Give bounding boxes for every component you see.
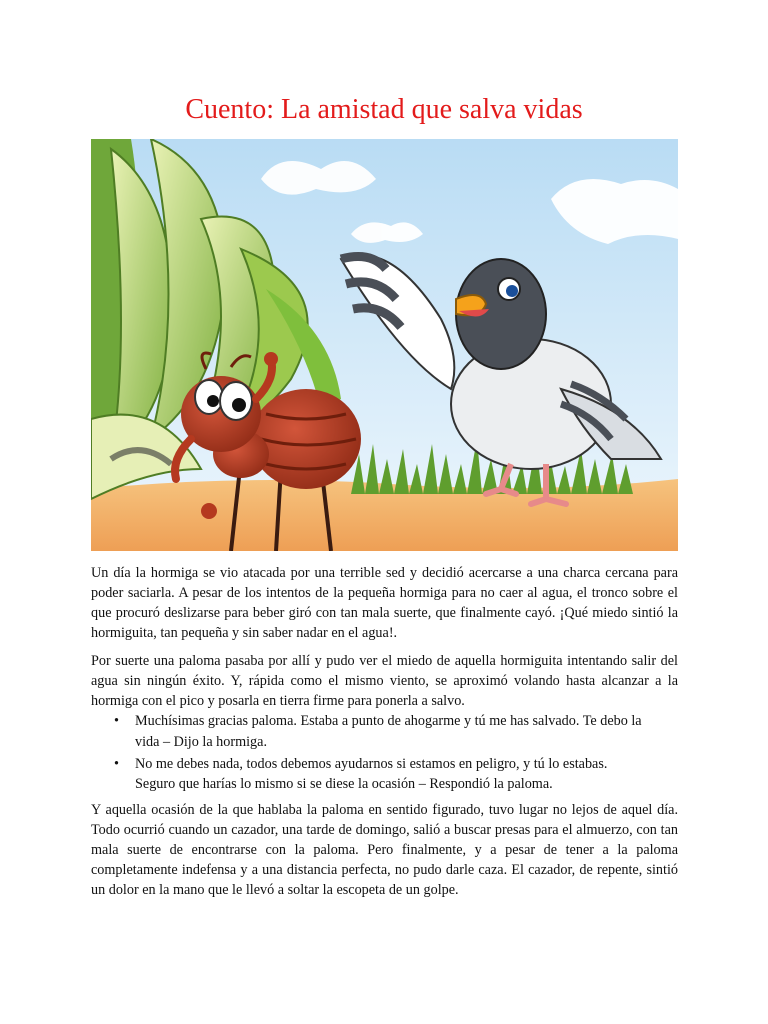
dialogue-line-2-continuation: Seguro que harías lo mismo si se diese la ocasión – Respondió la paloma. [135,776,553,792]
page-title: Cuento: La amistad que salva vidas [185,94,583,125]
list-item [91,752,678,794]
dialogue-line-1-continuation: vida – Dijo la hormiga. [135,734,267,750]
story-paragraph-3: Y aquella ocasión de la que hablaba la paloma en sentido figurado, tuvo lugar no lejos de aquel día. Todo ocurrió cuando un cazador, una tarde de domingo, salió a buscar presas para el almuerzo, con tan mala suerte de encontrarse con la paloma. Pero finalmente, y a pesar de tener a la paloma completamente indefensa y a una distancia perfecta, no pudo darle caza. El cazador, de repente, sintió un dolor en la mano que le llevó a soltar la escopeta de un golpe. [91,802,678,898]
story-paragraph-1: Un día la hormiga se vio atacada por una terrible sed y decidió acercarse a una charca cercana para poder saciarla. A pesar de los intentos de la pequeña hormiga para no caer al agua, el tronco sobre el que procuró deslizarse para beber giró con tan mala suerte, que finalmente cayó. ¡Qué miedo sintió la hormiguita, tan pequeña y sin saber nadar en el agua!. [91,565,678,641]
story-paragraph-2: Por suerte una paloma pasaba por allí y pudo ver el miedo de aquella hormiguita intentando salir del agua sin ningún éxito. Y, rápida como el mismo viento, se aproximó volando hasta alcanzar a la hormiga con el pico y posarla en tierra firme para ponerla a salvo. [91,653,678,709]
bullet-icon: • [114,756,119,772]
bullet-icon: • [114,713,119,729]
dialogue-line-2: No me debes nada, todos debemos ayudarnos si estamos en peligro, y tú lo estabas. [135,756,608,772]
dialogue-list [91,708,678,794]
ant-and-pigeon-illustration [91,139,678,551]
list-item [91,708,678,752]
story-illustration [91,139,678,551]
dialogue-line-1: Muchísimas gracias paloma. Estaba a punto de ahogarme y tú me has salvado. Te debo la [135,713,642,729]
